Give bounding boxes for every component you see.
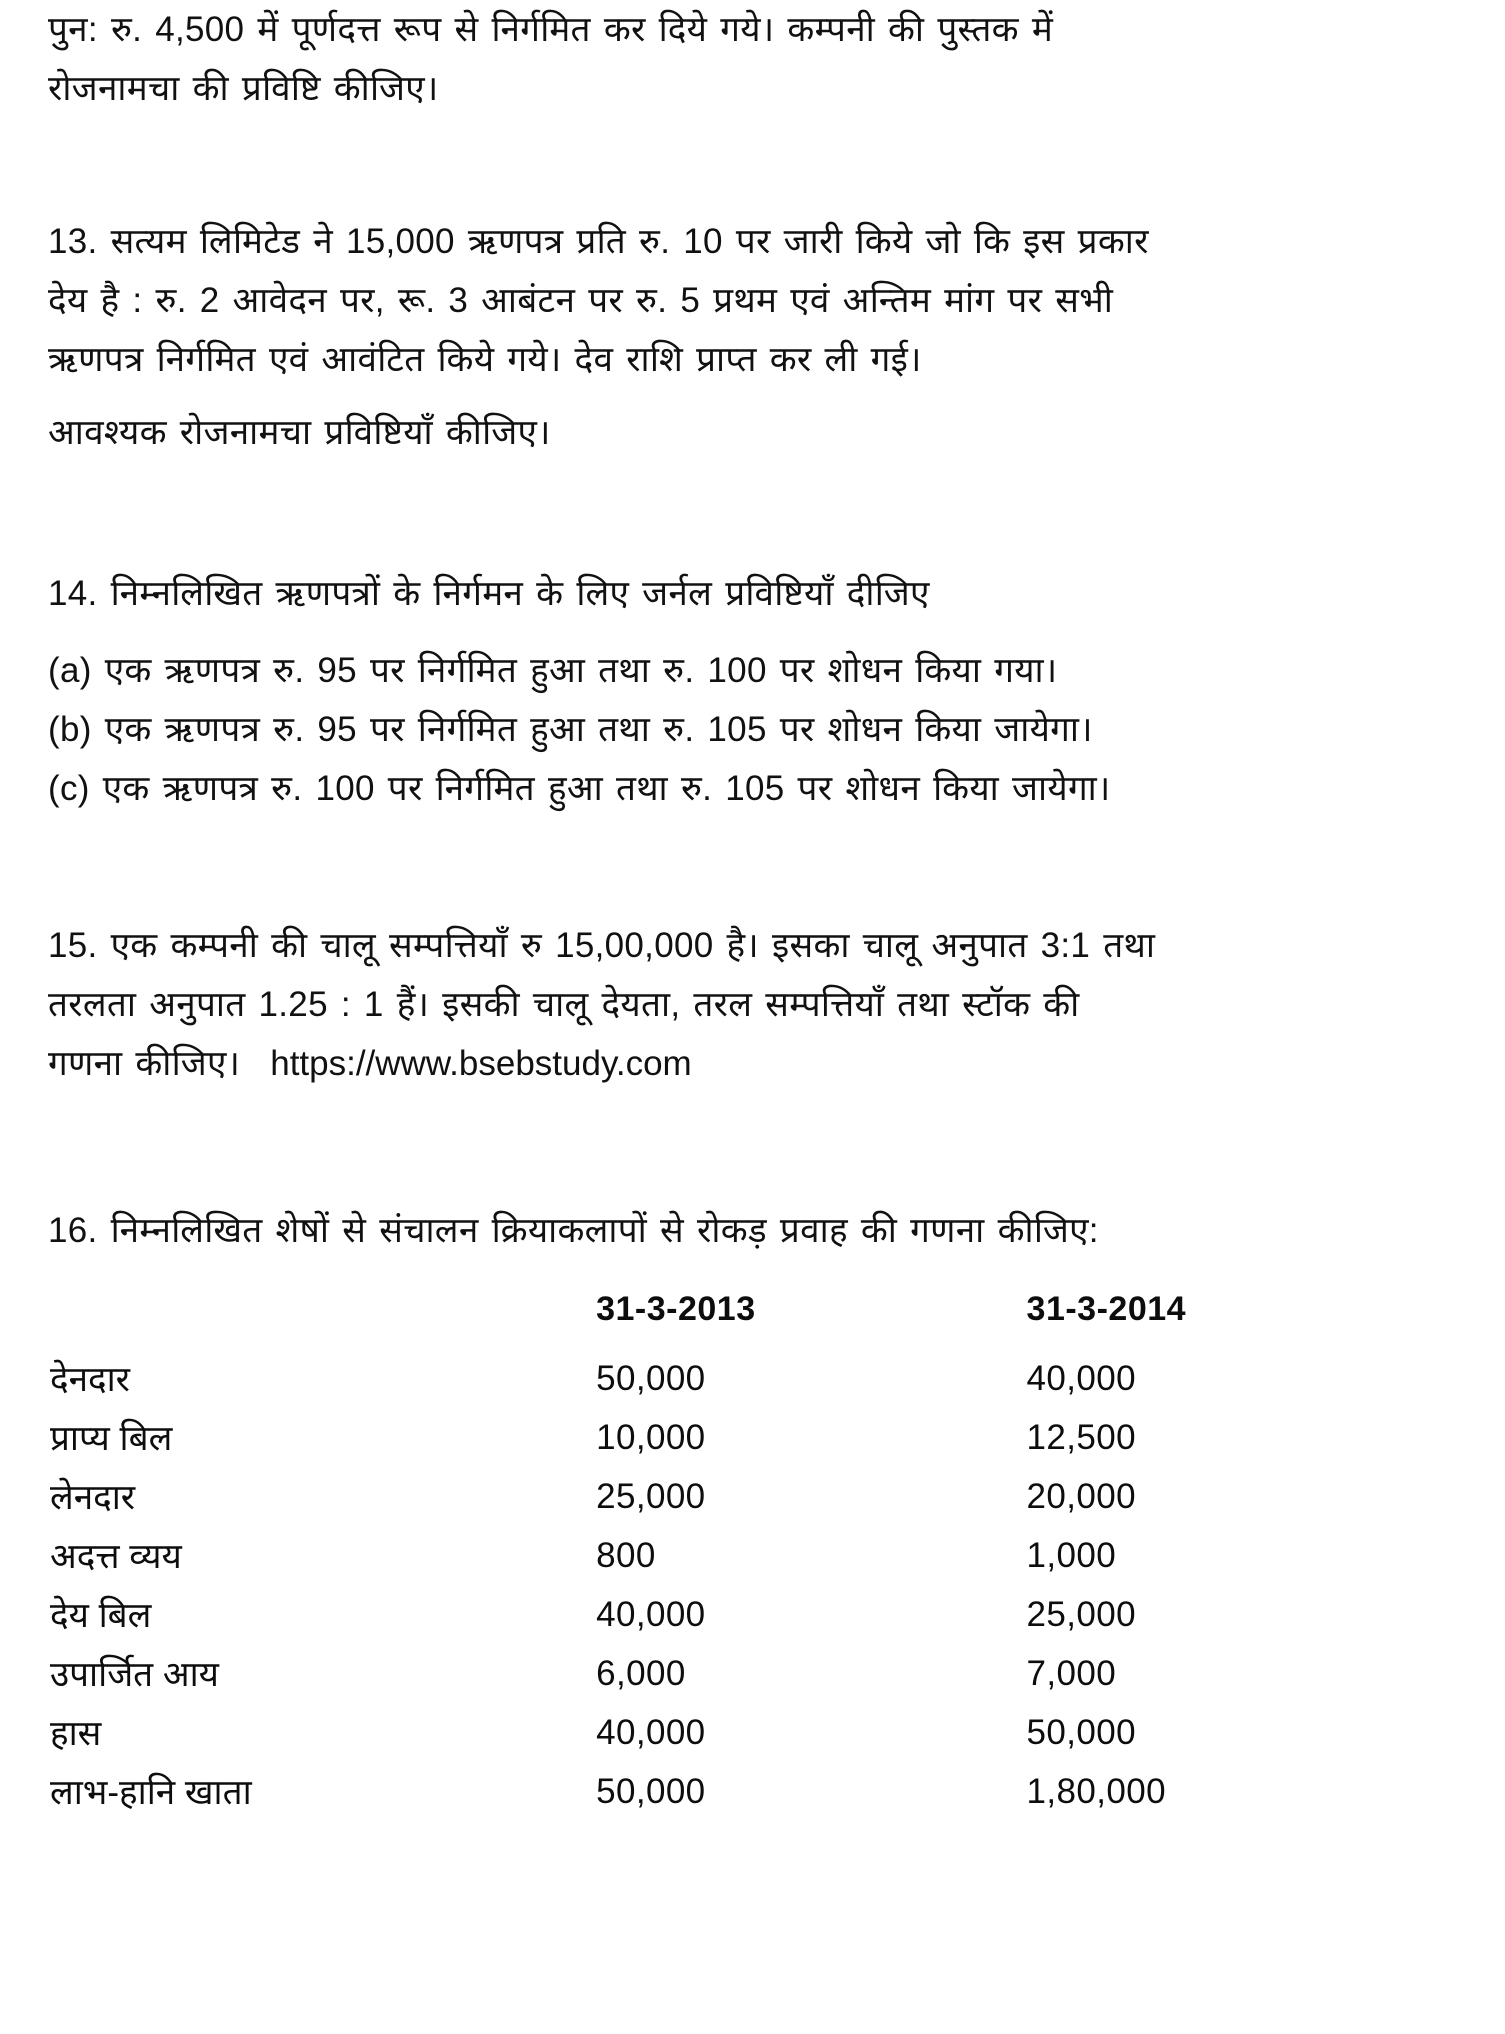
bsebstudy-url: https://www.bsebstudy.com (270, 1044, 692, 1083)
table-row (48, 1467, 1457, 1526)
question-15-line-3-text: गणना कीजिए। (48, 1044, 241, 1083)
question-16-line-1: 16. निम्नलिखित शेषों से संचालन क्रियाकलापों से रोकड़ प्रवाह की गणना कीजिए: (48, 1211, 1099, 1250)
row-value-2013: 50,000 (596, 1771, 706, 1811)
question-13-line-3: ऋणपत्र निर्गमित एवं आवंटित किये गये। देव राशि प्राप्त कर ली गई। (48, 340, 922, 379)
question-15-line-1: 15. एक कम्पनी की चालू सम्पत्तियाँ रु 15,00,000 है। इसका चालू अनुपात 3:1 तथा (48, 926, 1156, 965)
table-header-row (48, 1280, 1457, 1349)
row-value-2014: 20,000 (1026, 1476, 1136, 1516)
spacer (48, 118, 1457, 190)
question-14-sub-items (48, 641, 1457, 818)
header-date-2014: 31-3-2014 (1026, 1290, 1187, 1328)
row-value-2014: 1,000 (1026, 1535, 1117, 1575)
row-value-2014: 1,80,000 (1026, 1771, 1166, 1811)
question-13 (48, 212, 1457, 389)
table-row (48, 1703, 1457, 1762)
question-14-line-1: 14. निम्नलिखित ऋणपत्रों के निर्गमन के लिए जर्नल प्रविष्टियाँ दीजिए (48, 574, 930, 613)
question-13-line-2: देय है : रु. 2 आवेदन पर, रू. 3 आबंटन पर रु. 5 प्रथम एवं अन्तिम मांग पर सभी (48, 281, 1114, 320)
row-value-2014: 40,000 (1026, 1358, 1136, 1398)
question-13-instruction: आवश्यक रोजनामचा प्रविष्टियाँ कीजिए। (48, 413, 551, 452)
row-label: देय बिल (50, 1596, 152, 1635)
spacer (48, 534, 1457, 564)
row-value-2013: 10,000 (596, 1417, 706, 1457)
row-label: देनदार (50, 1360, 130, 1399)
balances-table-head (48, 1280, 1457, 1349)
spacer (48, 818, 1457, 890)
question-16 (48, 1201, 1457, 1260)
table-row (48, 1526, 1457, 1585)
question-14-item-b: (b) एक ऋणपत्र रु. 95 पर निर्गमित हुआ तथा रु. 105 पर शोधन किया जायेगा। (48, 710, 1093, 749)
header-date-2013: 31-3-2013 (596, 1290, 756, 1328)
row-value-2013: 40,000 (596, 1594, 706, 1634)
balances-table (48, 1280, 1457, 1821)
row-value-2013: 6,000 (596, 1653, 686, 1693)
row-label: प्राप्य बिल (50, 1419, 173, 1458)
spacer (48, 1165, 1457, 1201)
question-13-line-1: 13. सत्यम लिमिटेड ने 15,000 ऋणपत्र प्रति रु. 10 पर जारी किये जो कि इस प्रकार (48, 222, 1149, 261)
row-label: अदत्त व्यय (50, 1537, 182, 1576)
row-value-2013: 25,000 (596, 1476, 706, 1516)
spacer (48, 623, 1457, 641)
question-15-line-2: तरलता अनुपात 1.25 : 1 हैं। इसकी चालू देयता, तरल सम्पत्तियाँ तथा स्टॉक की (48, 985, 1080, 1024)
table-row (48, 1762, 1457, 1821)
row-label: लाभ-हानि खाता (50, 1773, 252, 1812)
question-14-item-c: (c) एक ऋणपत्र रु. 100 पर निर्गमित हुआ तथा रु. 105 पर शोधन किया जायेगा। (48, 769, 1111, 808)
header-label-column (48, 1280, 596, 1349)
spacer (48, 1260, 1457, 1274)
continued-paragraph (48, 0, 1457, 118)
table-row (48, 1349, 1457, 1408)
question-15-line-3 (48, 1034, 1457, 1093)
table-row (48, 1644, 1457, 1703)
balances-table-wrapper (48, 1280, 1457, 1821)
row-label: लेनदार (50, 1478, 136, 1517)
row-value-2014: 12,500 (1026, 1417, 1136, 1457)
question-14-item-a: (a) एक ऋणपत्र रु. 95 पर निर्गमित हुआ तथा रु. 100 पर शोधन किया गया। (48, 651, 1058, 690)
continued-paragraph-line-1: पुन: रु. 4,500 में पूर्णदत्त रूप से निर्गमित कर दिये गये। कम्पनी की पुस्तक में (48, 10, 1054, 49)
row-value-2013: 50,000 (596, 1358, 706, 1398)
spacer (48, 462, 1457, 534)
row-value-2014: 25,000 (1026, 1594, 1136, 1634)
row-label: उपार्जित आय (50, 1655, 219, 1694)
table-row (48, 1585, 1457, 1644)
row-value-2013: 40,000 (596, 1712, 706, 1752)
row-value-2014: 50,000 (1026, 1712, 1136, 1752)
spacer (48, 890, 1457, 916)
spacer (48, 1093, 1457, 1165)
question-15 (48, 916, 1457, 1093)
row-value-2013: 800 (596, 1535, 656, 1575)
continued-paragraph-line-2: रोजनामचा की प्रविष्टि कीजिए। (48, 69, 439, 108)
question-14 (48, 564, 1457, 623)
spacer (48, 389, 1457, 403)
table-row (48, 1408, 1457, 1467)
balances-table-body (48, 1349, 1457, 1821)
spacer (48, 190, 1457, 212)
row-label: हास (50, 1714, 102, 1753)
row-value-2014: 7,000 (1026, 1653, 1117, 1693)
